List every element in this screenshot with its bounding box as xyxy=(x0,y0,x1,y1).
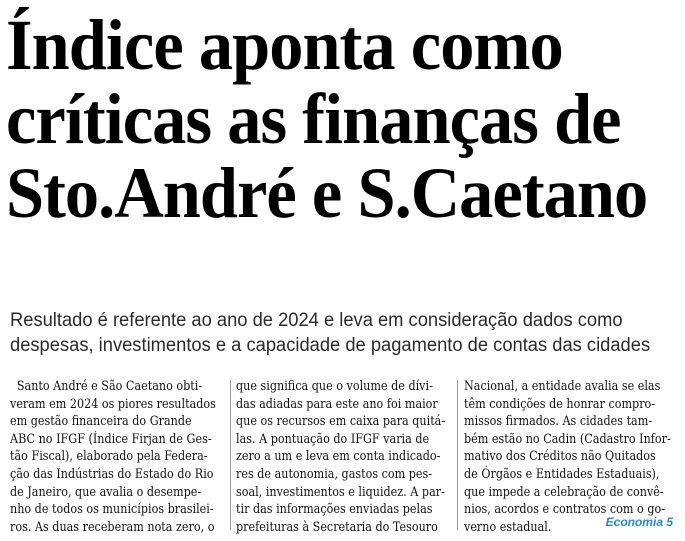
headline-line: Índice aponta como xyxy=(6,5,563,85)
headline-line: Sto.André e S.Caetano xyxy=(6,153,648,233)
subheadline-line: Resultado é referente ao ano de 2024 e leva em consideração dados como xyxy=(10,310,623,331)
body-line: missos firmados. As cidades tam- xyxy=(464,414,653,430)
body-line: soal, investimentos e liquidez. A par- xyxy=(236,484,445,500)
body-line: zero a um e leva em conta indicado- xyxy=(236,449,441,465)
body-line: tir das informações enviadas pelas xyxy=(236,502,433,518)
body-line: tão Fiscal), elaborado pela Federa- xyxy=(10,449,208,465)
body-line: ABC no IFGF (Índice Firjan de Ges- xyxy=(10,431,212,447)
section-page-tag: Economia 5 xyxy=(605,515,673,529)
subheadline-line: despesas, investimentos e a capacidade de pagamento de contas das cidades xyxy=(10,335,651,356)
body-line: verno estadual. xyxy=(464,519,552,535)
body-line: Santo André e São Caetano obti- xyxy=(16,379,203,394)
body-line: que os recursos em caixa para quitá- xyxy=(236,414,446,430)
subheadline xyxy=(10,308,657,358)
body-line: têm condições de honrar compro- xyxy=(464,396,656,412)
body-line: veram em 2024 os piores resultados xyxy=(10,396,216,412)
body-line: las. A pontuação do IFGF varia de xyxy=(236,431,430,447)
headline-line: críticas as finanças de xyxy=(6,79,621,159)
body-line: das adiadas para este ano foi maior xyxy=(236,396,438,412)
column-divider xyxy=(457,380,458,530)
article-body xyxy=(10,378,680,538)
body-line: de Janeiro, que avalia o desempe- xyxy=(10,484,202,500)
body-line: que significa que o volume de dívi- xyxy=(236,379,433,394)
article-column-3 xyxy=(464,378,677,536)
body-line: res de autonomia, gastos com pes- xyxy=(236,466,433,482)
body-line: de Órgãos e Entidades Estaduais), xyxy=(464,466,660,482)
body-line: bém estão no Cadin (Cadastro Infor- xyxy=(464,431,671,447)
body-line: nios, acordos e contratos com o go- xyxy=(464,502,666,518)
article-column-2 xyxy=(236,378,449,536)
body-line: mativo dos Créditos não Quitados xyxy=(464,449,656,465)
body-line: Nacional, a entidade avalia se elas xyxy=(464,379,661,394)
column-divider xyxy=(230,380,231,530)
body-line: nho de todos os municípios brasilei- xyxy=(10,502,214,518)
headline xyxy=(6,5,648,233)
body-line: que impede a celebração de convê- xyxy=(464,484,664,500)
body-line: em gestão financeira do Grande xyxy=(10,414,192,430)
body-line: prefeituras à Secretaria do Tesouro xyxy=(236,519,438,535)
body-line: ção das Indústrias do Estado do Rio xyxy=(10,466,214,482)
body-line: ros. As duas receberam nota zero, o xyxy=(10,519,215,535)
article-column-1 xyxy=(10,378,223,536)
